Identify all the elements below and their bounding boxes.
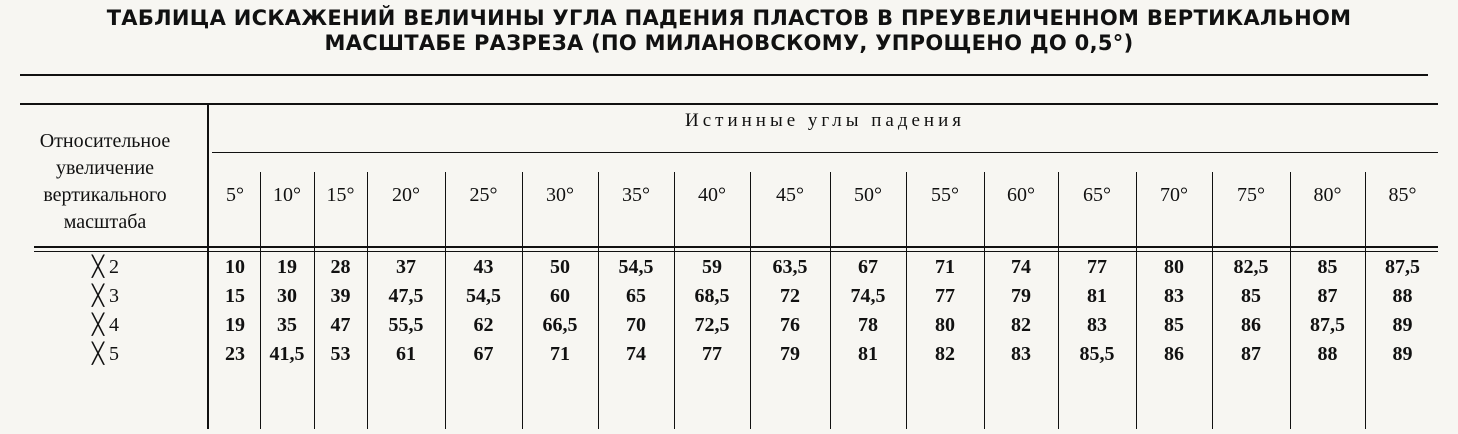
- row-header-line-4: масштаба: [63, 211, 147, 233]
- row-header: [10, 128, 200, 236]
- table-cell: 81: [858, 343, 878, 365]
- table-cell: 77: [702, 343, 722, 365]
- table-cell: 72: [780, 285, 800, 307]
- row-header-line-3: вертикального: [43, 184, 167, 206]
- table-cell: 70: [626, 314, 646, 336]
- table-cell: 74: [1011, 256, 1031, 278]
- rule-table-top: [20, 103, 1438, 105]
- table-cell: 66,5: [542, 314, 578, 336]
- title-line-2: МАСШТАБЕ РАЗРЕЗА (ПО МИЛАНОВСКОМУ, УПРОЩЕНО ДО 0,5°): [324, 31, 1134, 55]
- angle-header: 60°: [1007, 184, 1035, 206]
- angle-header: 50°: [854, 184, 882, 206]
- rule-under-title: [20, 74, 1428, 76]
- row-label: ╳ 2: [92, 256, 120, 278]
- angle-header: 15°: [326, 184, 355, 206]
- table-cell: 89: [1392, 314, 1413, 336]
- table-cell: 71: [550, 343, 570, 365]
- angle-header: 80°: [1313, 184, 1342, 206]
- table-cell: 41,5: [269, 343, 305, 365]
- table-cell: 82: [935, 343, 955, 365]
- table-cell: 88: [1317, 343, 1338, 365]
- rule-stub-divider: [207, 103, 209, 429]
- table-cell: 88: [1392, 285, 1413, 307]
- table-cell: 79: [780, 343, 800, 365]
- table-cell: 23: [225, 343, 245, 365]
- table-cell: 86: [1164, 343, 1184, 365]
- table-cell: 67: [473, 343, 494, 365]
- table-cell: 59: [702, 256, 722, 278]
- table-cell: 71: [935, 256, 955, 278]
- title-line-1: ТАБЛИЦА ИСКАЖЕНИЙ ВЕЛИЧИНЫ УГЛА ПАДЕНИЯ ПЛАСТОВ В ПРЕУВЕЛИЧЕННОМ ВЕРТИКАЛЬНОМ: [106, 6, 1352, 30]
- table-cell: 43: [473, 256, 494, 278]
- table-cell: 54,5: [618, 256, 654, 278]
- row-label: ╳ 3: [92, 285, 120, 307]
- table-cell: 85: [1241, 285, 1261, 307]
- table-cell: 10: [225, 256, 245, 278]
- table-cell: 47: [330, 314, 351, 336]
- angle-header: 40°: [698, 184, 726, 206]
- table-cell: 89: [1392, 343, 1413, 365]
- table-cell: 65: [626, 285, 646, 307]
- table-cell: 78: [858, 314, 878, 336]
- angle-header: 55°: [931, 184, 959, 206]
- table-cell: 83: [1087, 314, 1107, 336]
- table-cell: 80: [935, 314, 955, 336]
- table-cell: 86: [1241, 314, 1261, 336]
- angle-header: 25°: [469, 184, 498, 206]
- table-cell: 87,5: [1385, 256, 1420, 278]
- table-cell: 85: [1317, 256, 1338, 278]
- angle-header: 45°: [776, 184, 804, 206]
- table-cell: 61: [396, 343, 416, 365]
- table-cell: 62: [473, 314, 494, 336]
- table-cell: 77: [1087, 256, 1107, 278]
- table-cell: 63,5: [772, 256, 808, 278]
- table-cell: 87: [1317, 285, 1338, 307]
- table-cell: 76: [780, 314, 800, 336]
- table-cell: 81: [1087, 285, 1107, 307]
- table-cell: 87,5: [1310, 314, 1345, 336]
- rule-under-group-header: [212, 152, 1438, 153]
- rule-header-bottom-1: [34, 246, 1438, 248]
- table-cell: 28: [330, 256, 351, 278]
- angle-header: 70°: [1160, 184, 1188, 206]
- table-cell: 82,5: [1233, 256, 1269, 278]
- row-label: ╳ 5: [92, 343, 120, 365]
- table-cell: 68,5: [694, 285, 730, 307]
- table-title: [14, 6, 1444, 56]
- rule-header-bottom-2: [34, 251, 1438, 252]
- table-cell: 72,5: [694, 314, 730, 336]
- table-cell: 79: [1011, 285, 1031, 307]
- angle-header: 75°: [1237, 184, 1265, 206]
- angle-header: 30°: [546, 184, 574, 206]
- table-cell: 39: [330, 285, 351, 307]
- table-cell: 50: [550, 256, 570, 278]
- angle-header: 85°: [1388, 184, 1417, 206]
- angle-header: 65°: [1083, 184, 1111, 206]
- table-cell: 53: [330, 343, 351, 365]
- table-cell: 67: [858, 256, 878, 278]
- row-label: ╳ 4: [92, 314, 120, 336]
- table-cell: 87: [1241, 343, 1261, 365]
- angle-header: 20°: [392, 184, 420, 206]
- row-header-line-1: Относительное: [39, 130, 171, 152]
- table-cell: 74,5: [850, 285, 886, 307]
- table-cell: 37: [396, 256, 416, 278]
- table-cell: 83: [1011, 343, 1031, 365]
- table-cell: 30: [277, 285, 297, 307]
- table-cell: 47,5: [388, 285, 424, 307]
- table-cell: 19: [277, 256, 297, 278]
- table-cell: 60: [550, 285, 570, 307]
- angle-header: 10°: [273, 184, 301, 206]
- table-cell: 85: [1164, 314, 1184, 336]
- table-cell: 15: [225, 285, 245, 307]
- table-cell: 77: [935, 285, 955, 307]
- row-header-line-2: увеличение: [55, 157, 155, 179]
- table-cell: 35: [277, 314, 297, 336]
- table-cell: 82: [1011, 314, 1031, 336]
- table-cell: 19: [225, 314, 245, 336]
- table-cell: 80: [1164, 256, 1184, 278]
- table-cell: 83: [1164, 285, 1184, 307]
- table-cell: 85,5: [1079, 343, 1115, 365]
- angle-header: 35°: [622, 184, 650, 206]
- table-cell: 74: [626, 343, 646, 365]
- table-cell: 55,5: [388, 314, 424, 336]
- angle-header: 5°: [226, 184, 244, 206]
- table-cell: 54,5: [466, 285, 501, 307]
- column-group-header: Истинные углы падения: [684, 110, 965, 131]
